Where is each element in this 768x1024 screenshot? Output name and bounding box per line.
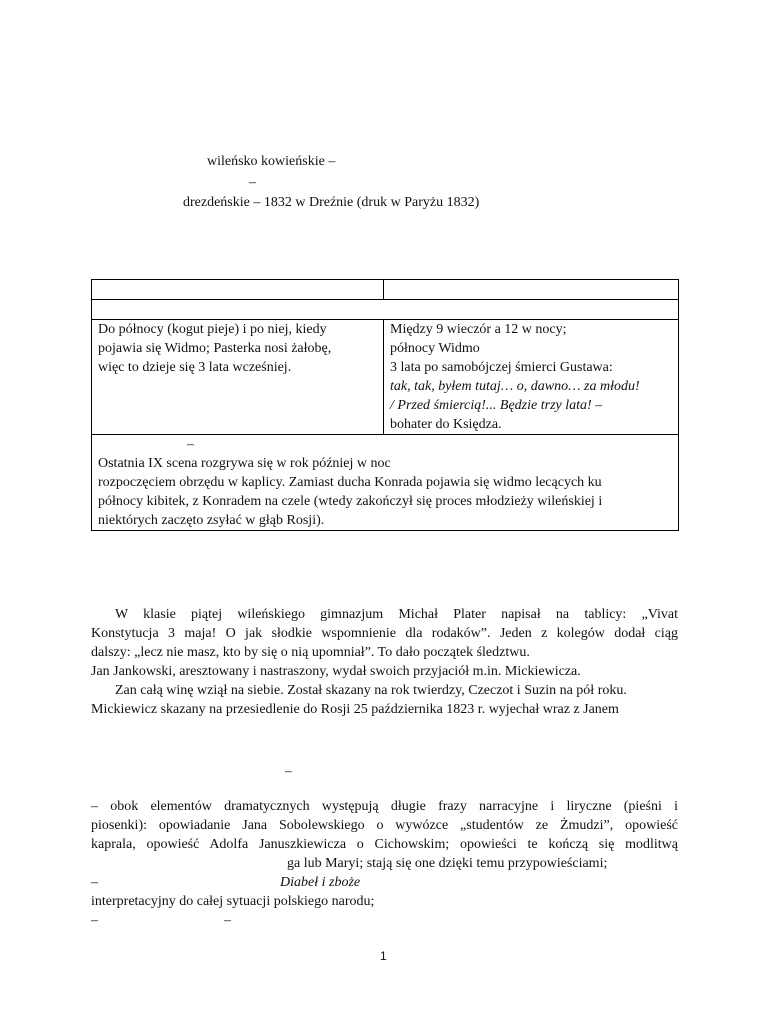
table-row (92, 320, 679, 435)
paragraph-line: Jan Jankowski, aresztowany i nastraszony, wydał swoich przyjaciół m.in. Mickiewicza. (91, 664, 581, 679)
paragraph-line: dalszy: „lecz nie masz, kto by się o nią upomniał”. To dało początek śledztwu. (91, 645, 530, 660)
paragraph-line: ga lub Maryi; stają się one dzięki temu przypowieściami; (287, 856, 608, 871)
cell-text: bohater do Księdza. (390, 417, 502, 432)
paragraph-line: piosenki): opowiadanie Jana Sobolewskiego o wywózce „studentów ze Żmudzi”, opowieść (91, 818, 678, 833)
cell-text: rozpoczęciem obrzędu w kaplicy. Zamiast ducha Konrada pojawia się widmo lecących ku (98, 475, 602, 490)
table-cell-left (92, 320, 384, 435)
table-cell (92, 280, 384, 300)
cell-text: Ostatnia IX scena rozgrywa się w rok później w noc (98, 456, 391, 471)
cell-quote: tak, tak, byłem tutaj… o, dawno… za młodu! (390, 379, 640, 394)
cell-text: Do północy (kogut pieje) i po niej, kiedy (98, 322, 327, 337)
cell-text: pojawia się Widmo; Pasterka nosi żałobę, (98, 341, 332, 356)
italic-title: Diabeł i zboże (280, 875, 361, 890)
cell-text: niektórych zaczęto zsyłać w głąb Rosji). (98, 513, 325, 528)
list-dash: – (91, 875, 98, 890)
cell-text: – (591, 398, 603, 413)
table-row (92, 280, 679, 300)
header-line-2: – (249, 175, 256, 190)
table-cell (92, 300, 679, 320)
cell-text: 3 lata po samobójczej śmierci Gustawa: (390, 360, 613, 375)
paragraph-line: Mickiewicz skazany na przesiedlenie do Rosji 25 października 1823 r. wyjechał wraz z Janem (91, 702, 619, 717)
paragraph-line: kaprala, opowieść Adolfa Januszkiewicza o Cichowskim; opowieści te kończą się modlitwą (91, 837, 678, 852)
table-cell-bottom (92, 435, 679, 531)
paragraph-2 (91, 797, 678, 930)
header-line-1: wileńsko kowieńskie – (207, 154, 336, 169)
list-dash: – (224, 913, 231, 928)
cell-text: północy Widmo (390, 341, 480, 356)
page-number: 1 (380, 949, 387, 963)
paragraph-1 (91, 605, 678, 719)
cell-text: północy kibitek, z Konradem na czele (wtedy zakończył się proces młodzieży wileńskiej i (98, 494, 603, 509)
table-row (92, 300, 679, 320)
paragraph-line: W klasie piątej wileńskiego gimnazjum Michał Plater napisał na tablicy: „Vivat (115, 607, 678, 622)
cell-dash: – (187, 437, 194, 452)
paragraph-line: Konstytucja 3 maja! O jak słodkie wspomnienie dla rodaków”. Jeden z kolegów dodał ciąg (91, 626, 678, 641)
section-dash: – (285, 764, 292, 779)
cell-quote: / Przed śmiercią!... Będzie trzy lata! (390, 398, 592, 413)
header-line-3: drezdeńskie – 1832 w Dreźnie (druk w Paryżu 1832) (183, 195, 480, 210)
table-row (92, 435, 679, 531)
list-dash: – (91, 913, 98, 928)
paragraph-line: interpretacyjny do całej sytuacji polskiego narodu; (91, 894, 375, 909)
table-cell-right (384, 320, 679, 435)
cell-text: Między 9 wieczór a 12 w nocy; (390, 322, 567, 337)
cell-text: więc to dzieje się 3 lata wcześniej. (98, 360, 292, 375)
paragraph-line: – obok elementów dramatycznych występują długie frazy narracyjne i liryczne (pieśni i (91, 799, 678, 814)
comparison-table (91, 279, 679, 531)
table-cell (384, 280, 679, 300)
paragraph-line: Zan całą winę wziął na siebie. Został skazany na rok twierdzy, Czeczot i Suzin na pół roku. (115, 683, 627, 698)
